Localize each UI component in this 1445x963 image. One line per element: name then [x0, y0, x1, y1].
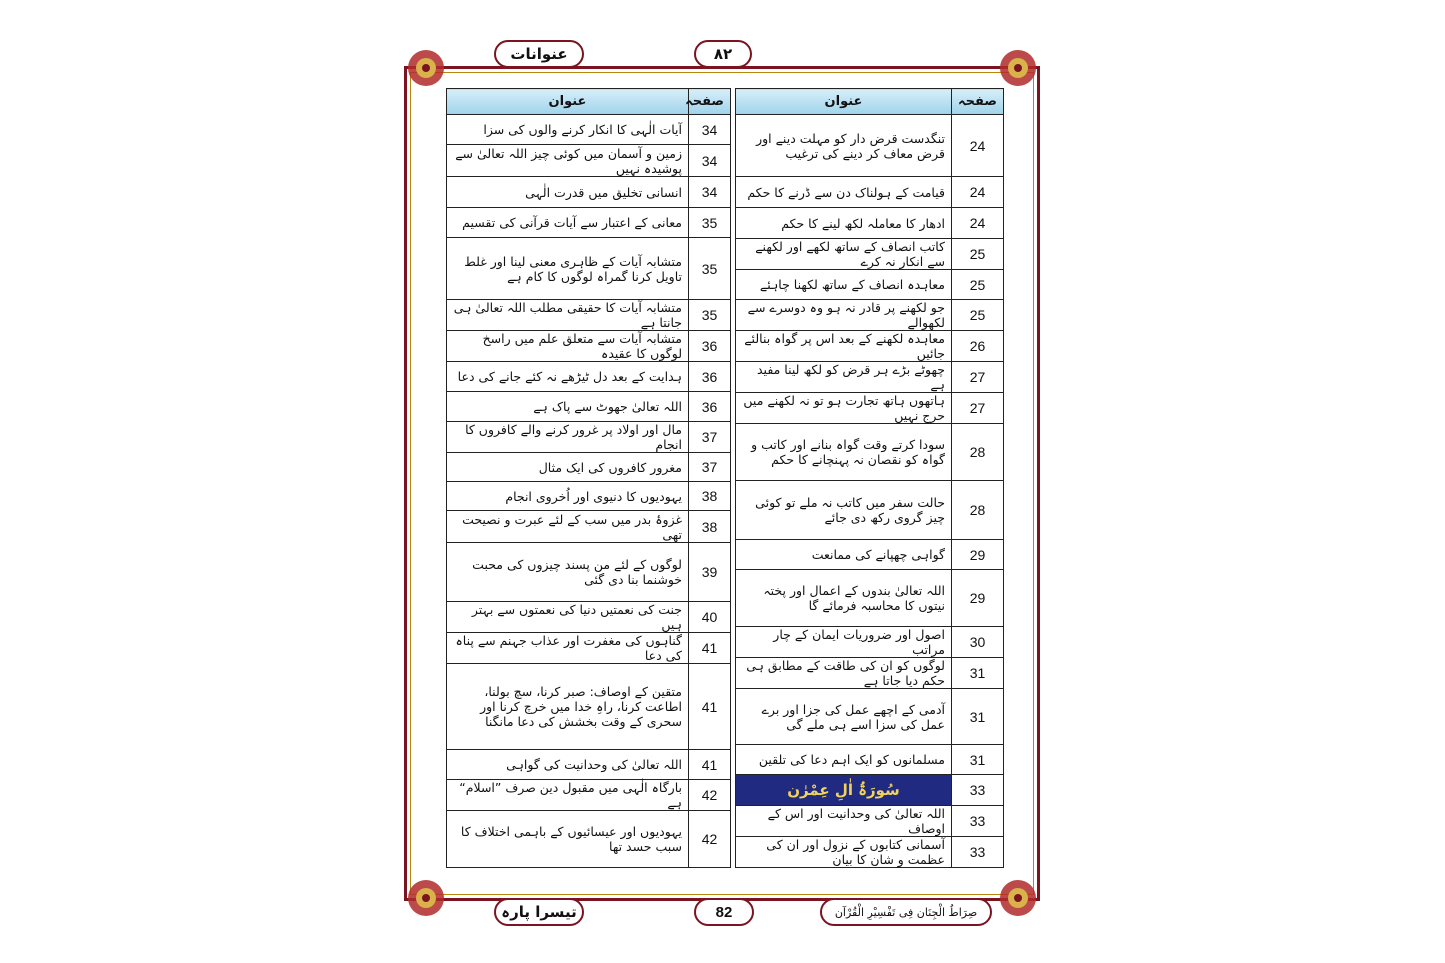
- toc-row: [447, 543, 731, 602]
- toc-row: [447, 145, 731, 177]
- toc-page-number: 38: [689, 511, 731, 543]
- toc-entry-title: انسانی تخلیق میں قدرت الٰہی: [447, 177, 689, 208]
- toc-page-number: 31: [952, 658, 1004, 689]
- toc-row: [447, 664, 731, 750]
- toc-row: [447, 331, 731, 362]
- toc-entry-title: مغرور کافروں کی ایک مثال: [447, 453, 689, 482]
- toc-row: [447, 453, 731, 482]
- toc-entry-title: جنت کی نعمتیں دنیا کی نعمتوں سے بہتر ہیں: [447, 602, 689, 633]
- column-header-page: صفحہ: [952, 89, 1004, 115]
- toc-page-number: 35: [689, 238, 731, 300]
- toc-entry-title: اللہ تعالیٰ جھوٹ سے پاک ہے: [447, 392, 689, 422]
- toc-entry-title: آدمی کے اچھے عمل کی جزا اور برے عمل کی سزا اسے ہی ملے گی: [736, 689, 952, 745]
- toc-page-number: 29: [952, 570, 1004, 627]
- toc-row: [447, 392, 731, 422]
- toc-page-number: 42: [689, 780, 731, 811]
- toc-row: [736, 331, 1004, 362]
- toc-entry-title: آسمانی کتابوں کے نزول اور ان کی عظمت و شان کا بیان: [736, 837, 952, 868]
- footer-para-name: تیسرا پارہ: [494, 898, 584, 926]
- toc-page-number: 33: [952, 775, 1004, 806]
- toc-entry-title: اللہ تعالیٰ کی وحدانیت کی گواہی: [447, 750, 689, 780]
- toc-row: [736, 424, 1004, 481]
- toc-page-number: 25: [952, 239, 1004, 270]
- toc-page-number: 37: [689, 422, 731, 453]
- toc-entry-title: متشابہ آیات کا حقیقی مطلب اللہ تعالیٰ ہی جانتا ہے: [447, 300, 689, 331]
- toc-row: [736, 745, 1004, 775]
- toc-entry-title: معانی کے اعتبار سے آیات قرآنی کی تقسیم: [447, 208, 689, 238]
- toc-entry-title: اللہ تعالیٰ کی وحدانیت اور اس کے اوصاف: [736, 806, 952, 837]
- toc-row: [447, 633, 731, 664]
- column-header-title: عنوان: [736, 89, 952, 115]
- toc-entry-title: زمین و آسمان میں کوئی چیز اللہ تعالیٰ سے پوشیدہ نہیں: [447, 145, 689, 177]
- toc-entry-title: ادھار کا معاملہ لکھ لینے کا حکم: [736, 208, 952, 239]
- toc-page-number: 33: [952, 806, 1004, 837]
- corner-ornament-bottom-left: [398, 870, 454, 926]
- corner-ornament-bottom-right: [990, 870, 1046, 926]
- toc-row: [447, 115, 731, 145]
- toc-entry-title: جو لکھنے پر قادر نہ ہو وہ دوسرے سے لکھوالے: [736, 300, 952, 331]
- toc-row: [736, 540, 1004, 570]
- toc-row: [447, 362, 731, 392]
- toc-entry-title: متشابہ آیات کے ظاہری معنی لینا اور غلط تاویل کرنا گمراہ لوگوں کا کام ہے: [447, 238, 689, 300]
- toc-entry-title: لوگوں کے لئے من پسند چیزوں کی محبت خوشنما بنا دی گئی: [447, 543, 689, 602]
- column-header-page: صفحہ: [689, 89, 731, 115]
- toc-row: [736, 775, 1004, 806]
- toc-entry-title: یہودیوں اور عیسائیوں کے باہمی اختلاف کا سبب حسد تھا: [447, 811, 689, 868]
- toc-page-number: 40: [689, 602, 731, 633]
- toc-entry-title: چھوٹے بڑے ہر قرض کو لکھ لینا مفید ہے: [736, 362, 952, 393]
- toc-row: [447, 482, 731, 511]
- toc-entry-title: گناہوں کی مغفرت اور عذاب جہنم سے پناہ کی دعا: [447, 633, 689, 664]
- toc-page-number: 28: [952, 481, 1004, 540]
- toc-row: [736, 362, 1004, 393]
- toc-row: [736, 837, 1004, 868]
- toc-page-number: 35: [689, 208, 731, 238]
- header-title: عنوانات: [494, 40, 584, 68]
- toc-entry-title: مال اور اولاد پر غرور کرنے والے کافروں کا انجام: [447, 422, 689, 453]
- toc-entry-title: قیامت کے ہولناک دن سے ڈرنے کا حکم: [736, 177, 952, 208]
- toc-row: [447, 602, 731, 633]
- toc-table-right: [735, 88, 1004, 868]
- toc-entry-title: غزوۂ بدر میں سب کے لئے عبرت و نصیحت تھی: [447, 511, 689, 543]
- column-header-title: عنوان: [447, 89, 689, 115]
- toc-page-number: 24: [952, 115, 1004, 177]
- toc-page-number: 24: [952, 177, 1004, 208]
- toc-entry-title: یہودیوں کا دنیوی اور اُخروی انجام: [447, 482, 689, 511]
- toc-page-number: 30: [952, 627, 1004, 658]
- toc-entry-title: اصول اور ضروریات ایمان کے چار مراتب: [736, 627, 952, 658]
- toc-row: [736, 689, 1004, 745]
- toc-entry-title: کاتب انصاف کے ساتھ لکھے اور لکھنے سے انکار نہ کرے: [736, 239, 952, 270]
- toc-page-number: 41: [689, 633, 731, 664]
- toc-entry-title: آیات الٰہی کا انکار کرنے والوں کی سزا: [447, 115, 689, 145]
- toc-row: [447, 208, 731, 238]
- toc-row: [736, 270, 1004, 300]
- toc-row: [736, 115, 1004, 177]
- toc-row: [447, 300, 731, 331]
- header-page-number: ۸۲: [694, 40, 752, 68]
- toc-row: [447, 422, 731, 453]
- toc-page-number: 42: [689, 811, 731, 868]
- toc-entry-title: سودا کرتے وقت گواہ بنانے اور کاتب و گواہ کو نقصان نہ پہنچانے کا حکم: [736, 424, 952, 481]
- toc-row: [736, 658, 1004, 689]
- toc-entry-title: متقین کے اوصاف: صبر کرنا، سچ بولنا، اطاعت کرنا، راہِ خدا میں خرچ کرنا اور سحری کے وقت بخشش کی دعا مانگنا: [447, 664, 689, 750]
- toc-page-number: 24: [952, 208, 1004, 239]
- footer-book-title: صِرَاطُ الْجِنَان فِی تَفْسِیْرِ الْقُرْآن: [820, 898, 992, 926]
- toc-row: [736, 393, 1004, 424]
- toc-row: [447, 511, 731, 543]
- toc-row: [447, 811, 731, 868]
- toc-page-number: 41: [689, 750, 731, 780]
- toc-page-number: 35: [689, 300, 731, 331]
- toc-row: [736, 806, 1004, 837]
- toc-page-number: 38: [689, 482, 731, 511]
- toc-entry-title: حالت سفر میں کاتب نہ ملے تو کوئی چیز گروی رکھ دی جائے: [736, 481, 952, 540]
- footer-page-number: 82: [694, 898, 754, 926]
- toc-page-number: 33: [952, 837, 1004, 868]
- toc-table-left: [446, 88, 731, 868]
- toc-page-number: 37: [689, 453, 731, 482]
- toc-page-number: 28: [952, 424, 1004, 481]
- toc-page-number: 41: [689, 664, 731, 750]
- toc-page-number: 34: [689, 115, 731, 145]
- surah-heading: سُورَۃُ اٰلِ عِمْرٰن: [736, 775, 952, 806]
- toc-row: [736, 570, 1004, 627]
- toc-row: [447, 750, 731, 780]
- toc-row: [736, 481, 1004, 540]
- toc-entry-title: معاہدہ انصاف کے ساتھ لکھنا چاہئے: [736, 270, 952, 300]
- toc-page-number: 26: [952, 331, 1004, 362]
- toc-entry-title: اللہ تعالیٰ بندوں کے اعمال اور پختہ نیتوں کا محاسبہ فرمائے گا: [736, 570, 952, 627]
- toc-entry-title: تنگدست قرض دار کو مہلت دینے اور قرض معاف کر دینے کی ترغیب: [736, 115, 952, 177]
- toc-page-number: 25: [952, 300, 1004, 331]
- toc-row: [736, 300, 1004, 331]
- toc-row: [447, 177, 731, 208]
- toc-entry-title: ہاتھوں ہاتھ تجارت ہو تو نہ لکھنے میں حرج نہیں: [736, 393, 952, 424]
- toc-page-number: 29: [952, 540, 1004, 570]
- toc-page-number: 31: [952, 689, 1004, 745]
- toc-entry-title: گواہی چھپانے کی ممانعت: [736, 540, 952, 570]
- toc-row: [447, 780, 731, 811]
- toc-entry-title: مسلمانوں کو ایک اہم دعا کی تلقین: [736, 745, 952, 775]
- toc-entry-title: بارگاہ الٰہی میں مقبول دین صرف ”اسلام“ ہے: [447, 780, 689, 811]
- toc-page-number: 25: [952, 270, 1004, 300]
- toc-row: [736, 208, 1004, 239]
- toc-page-number: 27: [952, 362, 1004, 393]
- toc-page-number: 36: [689, 392, 731, 422]
- toc-row: [736, 177, 1004, 208]
- toc-row: [736, 627, 1004, 658]
- toc-page-number: 27: [952, 393, 1004, 424]
- toc-entry-title: لوگوں کو ان کی طاقت کے مطابق ہی حکم دیا جاتا ہے: [736, 658, 952, 689]
- toc-row: [736, 239, 1004, 270]
- toc-page-number: 39: [689, 543, 731, 602]
- toc-entry-title: ہدایت کے بعد دل ٹیڑھے نہ کئے جانے کی دعا: [447, 362, 689, 392]
- toc-row: [447, 238, 731, 300]
- toc-page-number: 31: [952, 745, 1004, 775]
- toc-entry-title: متشابہ آیات سے متعلق علم میں راسخ لوگوں کا عقیدہ: [447, 331, 689, 362]
- toc-page-number: 34: [689, 145, 731, 177]
- toc-page-number: 36: [689, 331, 731, 362]
- toc-page-number: 36: [689, 362, 731, 392]
- toc-entry-title: معاہدہ لکھنے کے بعد اس پر گواہ بنالئے جائیں: [736, 331, 952, 362]
- toc-page-number: 34: [689, 177, 731, 208]
